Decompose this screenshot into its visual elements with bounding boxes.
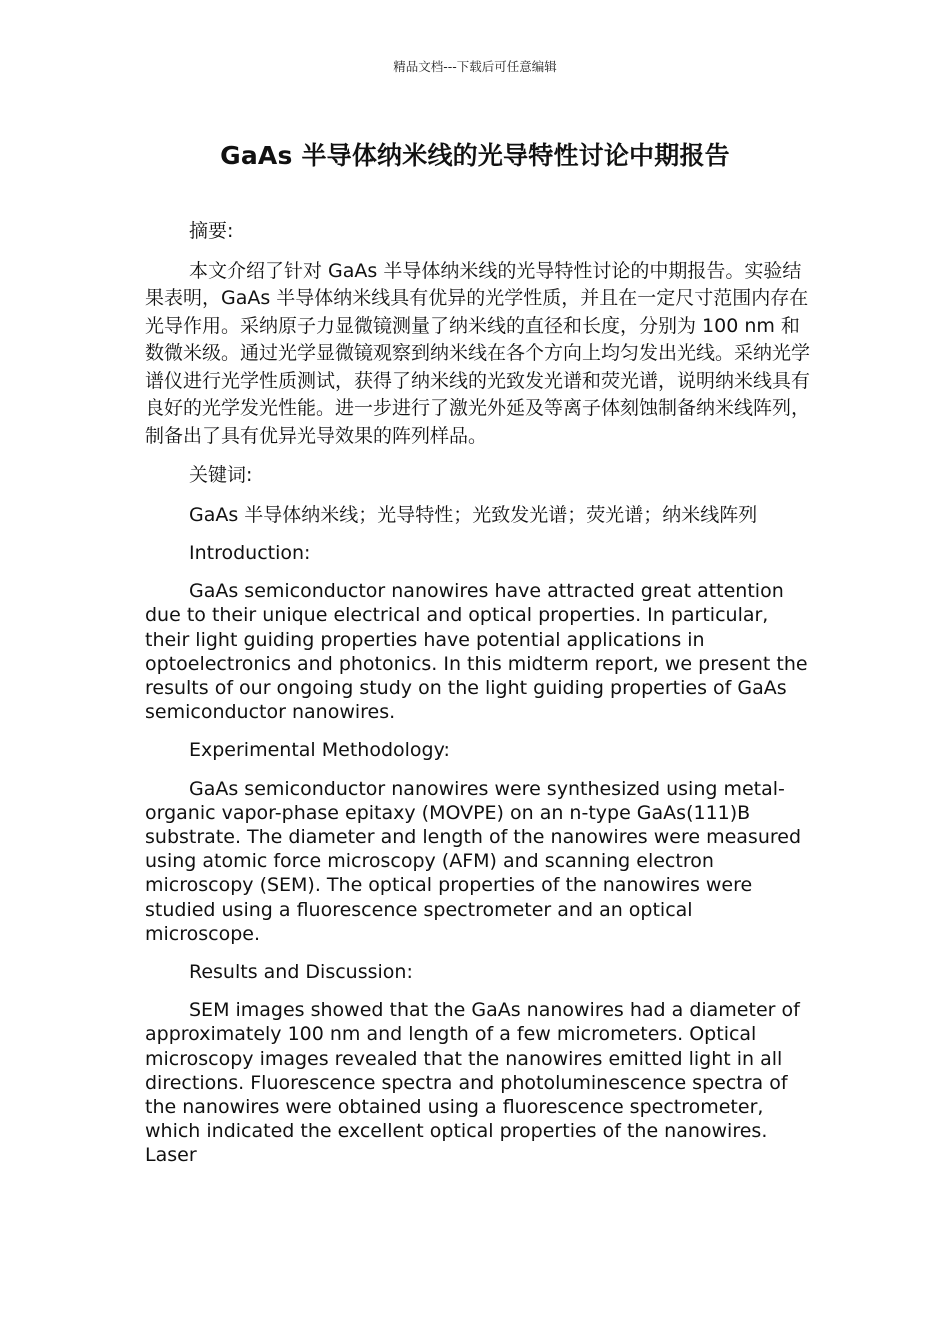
methodology-paragraph: GaAs semiconductor nanowires were synthesized using metal-organic vapor-phase epitaxy (MOVPE) on an n-type GaAs(111)B substrate. The diameter and length of the nanowires were measured using atomic force microscopy (AFM) and scanning electron microscopy (SEM). The optical properties of the nanowires were studied using a fluorescence spectrometer and an optical microscope. — [145, 777, 802, 945]
methodology-heading: Experimental Methodology: — [189, 739, 450, 762]
keywords-heading: 关键词: — [189, 464, 253, 486]
results-paragraph: SEM images showed that the GaAs nanowires had a diameter of approximately 100 nm and length of a few micrometers. Optical microscopy images revealed that the nanowires emitted light in all directions. Fluorescence spectra and photoluminescence spectra of the nanowires were obtained using a fluorescence spectrometer, which indicated the excellent optical properties of the nanowires. Laser — [145, 999, 800, 1167]
header-watermark: 精品文档---下载后可任意编辑 — [393, 59, 557, 74]
abstract-heading: 摘要: — [189, 220, 234, 242]
document-body — [145, 218, 810, 1182]
introduction-heading: Introduction: — [189, 542, 311, 564]
keywords-paragraph: GaAs 半导体纳米线；光导特性；光致发光谱；荧光谱；纳米线阵列 — [189, 503, 758, 526]
abstract-paragraph: 本文介绍了针对 GaAs 半导体纳米线的光导特性讨论的中期报告。实验结果表明，GaAs 半导体纳米线具有优异的光学性质，并且在一定尺寸范围内存在光导作用。采纳原子力显微镜测量了纳米线的直径和长度，分别为 100 nm 和数微米级。通过光学显微镜观察到纳米线在各个方向上均匀发出光线。采纳光学谱仪进行光学性质测试，获得了纳米线的光致发光谱和荧光谱，说明纳米线具有良好的光学发光性能。进一步进行了激光外延及等离子体刻蚀制备纳米线阵列，制备出了具有优异光导效果的阵列样品。 — [145, 259, 811, 447]
document-title: GaAs 半导体纳米线的光导特性讨论中期报告 — [220, 141, 730, 170]
introduction-paragraph: GaAs semiconductor nanowires have attracted great attention due to their unique electrical and optical properties. In particular, their light guiding properties have potential applications in optoelectronics and photonics. In this midterm report, we present the results of our ongoing study on the light guiding properties of GaAs semiconductor nanowires. — [145, 580, 808, 724]
results-heading: Results and Discussion: — [189, 961, 413, 984]
